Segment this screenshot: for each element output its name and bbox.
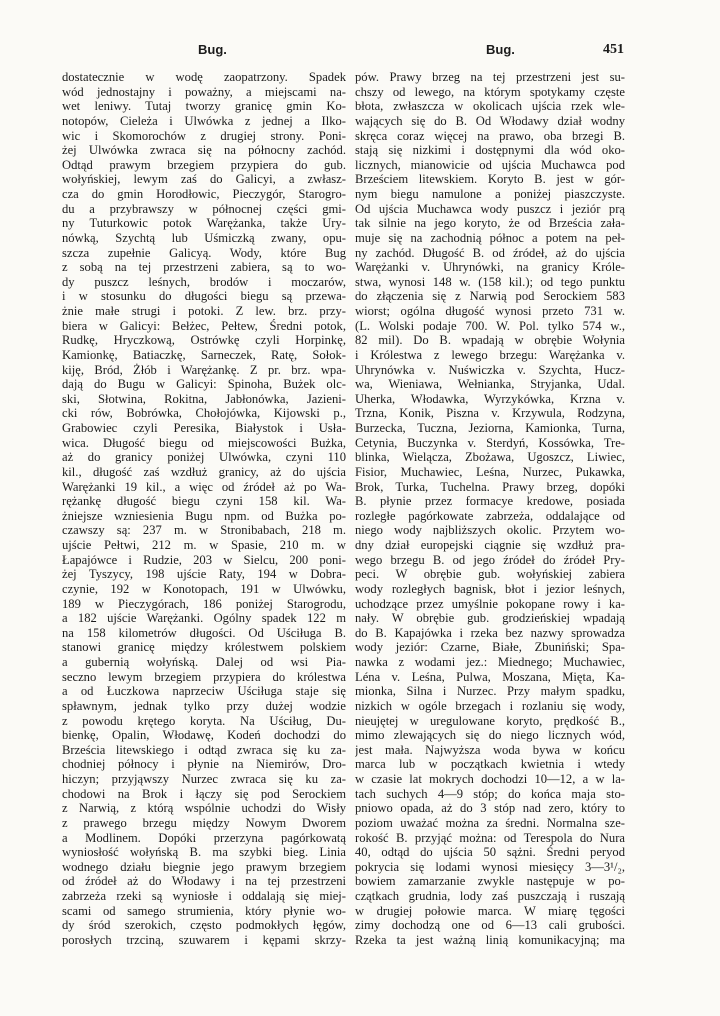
left-column-line: ny Tuturkowic potok Warężanka, także Ury- — [62, 216, 346, 231]
right-column-line: nawka z wodami jez.: Miednego; Muchawiec, — [355, 655, 625, 669]
right-column-line: i Królestwa z lewego brzegu: Warężanka v. — [355, 347, 625, 362]
right-column-line: tach suchych 4—9 stóp; do końca maja sto- — [355, 786, 625, 801]
right-column-line: stwa, wynosi 148 w. (158 kil.); od tego punktu — [355, 274, 625, 289]
left-column-line: z prawego brzegu między Nowym Dworem — [62, 815, 346, 830]
running-head-left: Bug. — [198, 42, 227, 57]
right-column-line: nieujętej w uregulowane koryto, prędkość B., — [355, 713, 625, 728]
left-column-line: na 158 kilometrów długości. Od Uściługa B. — [62, 625, 346, 640]
right-column-line: w czasie lat mokrych dochodzi 10—12, a w la- — [355, 772, 625, 786]
left-column-line: wet leniwy. Tutaj tworzy granicę gmin Ko- — [62, 99, 346, 114]
right-column-line: nały. W obrębie gub. grodzieńskiej wpadają — [355, 611, 625, 626]
left-column-line: żej Ulwówka zwraca się na północny zachód. — [62, 143, 346, 158]
left-column — [62, 70, 346, 950]
left-column-line: a Modlinem. Dopóki przerzyna pagórkowatą — [62, 830, 346, 845]
right-column-line: wiorst; ogólna długość wynosi przeto 731 w. — [355, 304, 625, 318]
right-column-line: Uherka, Włodawka, Wyrzykówka, Krzna v. — [355, 391, 625, 406]
left-column-line: bienkę, Opalin, Włodawę, Kodeń dochodzi do — [62, 728, 346, 743]
right-column-line: peci. W obrębie gub. wołyńskiej zabiera — [355, 567, 625, 582]
right-column-line: do B. Kapajówka i rzeka bez nazwy sprowadza — [355, 625, 625, 640]
left-column-line: Rudkę, Hryczkową, Ostrówkę czyli Horpinkę, — [62, 333, 346, 348]
left-column-line: ski, Słotwina, Rokitna, Jabłonówka, Jazieni- — [62, 391, 346, 406]
right-column-line: pniowo opada, aż do 3 stóp nad zero, który to — [355, 801, 625, 816]
left-column-line: cza do gmin Horodłowic, Pieczygór, Starogro- — [62, 187, 346, 201]
left-column-line: du a przybrawszy w północnej części gmi- — [62, 201, 346, 216]
left-column-line: żej Tyszycy, 198 ujście Raty, 194 w Dobra- — [62, 567, 346, 582]
right-column-line: zimy dochodzą one od 6—13 cali grubości. — [355, 918, 625, 933]
left-column-line: wodnego działu biegnie jego prawym brzegiem — [62, 859, 346, 874]
right-column-line: Trzna, Konik, Piszna v. Krzywula, Rodzyna, — [355, 406, 625, 421]
left-column-line: cki rów, Bobrówka, Chołojówka, Kijowski p., — [62, 406, 346, 421]
right-column-line: wa, Wieniawa, Wełnianka, Stryjanka, Udal. — [355, 377, 625, 392]
right-column-line: (L. Wolski podaje 700. W. Pol. tylko 574 w., — [355, 318, 625, 333]
right-column-line: Warężanki v. Uhrynówki, na granicy Króle- — [355, 260, 625, 275]
left-column-line: dają do Bugu w Galicyi: Spinoha, Bużek olc- — [62, 377, 346, 392]
right-column-line: Od ujścia Muchawca wody puszcz i jeziór prą — [355, 201, 625, 216]
left-column-line: chodowi na Brok i łączy się pod Serockiem — [62, 786, 346, 801]
left-column-line: a gubernią wołyńską. Dalej od wsi Pia- — [62, 655, 346, 669]
right-column-line: blinka, Wielącza, Zbożawa, Ugoszcz, Liwiec, — [355, 450, 625, 465]
right-column-line: w drugiej połowie marca. W miarę tęgości — [355, 903, 625, 918]
page-number: 451 — [603, 42, 624, 57]
right-column-line: rokość B. przyjąć można: od Terespola do Nura — [355, 830, 625, 845]
right-column-line: błota, zwłaszcza w okolicach ujścia rzek wle- — [355, 99, 625, 114]
right-column — [355, 70, 625, 950]
left-column-line: ujście Pełtwi, 212 m. w Spasie, 210 m. w — [62, 538, 346, 552]
right-column-line: wających się do B. Od Włodawy dział wodny — [355, 113, 625, 128]
right-column-line: uchodzące przez umyślnie pokopane rowy i ka- — [355, 596, 625, 611]
left-column-line: wica. Długość biegu od miejscowości Bużka, — [62, 435, 346, 450]
left-column-line: z Narwią, z którą wspólnie uchodzi do Wisły — [62, 801, 346, 816]
left-column-line: Grabowiec czyli Peresika, Białystok i Usła- — [62, 421, 346, 435]
right-column-line: nym biegu namulone a poniżej piaszczyste. — [355, 187, 625, 201]
right-column-line: Brześciem litewskiem. Koryto B. jest w gór- — [355, 172, 625, 187]
left-column-line: scami od samego strumienia, który płynie wo- — [62, 903, 346, 918]
left-column-line: czynie, 192 w Konotopach, 191 w Ulwówku, — [62, 581, 346, 596]
right-column-line: Burzecka, Tuczna, Jeziorna, Kamionka, Turna, — [355, 421, 625, 435]
left-column-line: Łapajówce i Rudzie, 203 w Sielcu, 200 poni- — [62, 552, 346, 567]
right-column-line: niego wody najbliższych okolic. Przytem wo- — [355, 523, 625, 538]
right-column-line: do złączenia się z Narwią pod Serockiem 583 — [355, 289, 625, 304]
running-head-right: Bug. — [486, 42, 515, 57]
left-column-line: seczno lewym brzegiem przypiera do królestwa — [62, 669, 346, 684]
right-column-line: czątkach grudnia, lody zaś puszczają i ruszają — [355, 889, 625, 903]
left-column-line: 189 w Pieczygórach, 186 poniżej Starogrodu, — [62, 596, 346, 611]
right-column-line: marca lub w początkach kwietnia i wtedy — [355, 757, 625, 772]
left-column-line: żnie małe strugi i potoki. Z lew. brz. przy- — [62, 304, 346, 318]
right-column-line: wody jeziór: Czarne, Białe, Zbuniński; Spa- — [355, 640, 625, 655]
right-column-line: Brok, Turka, Tuchelna. Prawy brzeg, dopóki — [355, 479, 625, 494]
right-column-line: ny zachód. Długość B. od źródeł, aż do ujścia — [355, 245, 625, 260]
right-column-line: rozległe pagórkowate zabrzeża, oddalające od — [355, 508, 625, 523]
right-column-line: pów. Prawy brzeg na tej przestrzeni jest su- — [355, 70, 625, 84]
left-column-line: hiczyn; przyjąwszy Nurzec zwraca się ku za- — [62, 772, 346, 786]
right-column-line: Léna v. Leśna, Pulwa, Moszana, Mięta, Ka- — [355, 669, 625, 684]
right-column-line: 40, odtąd do ujścia 50 sążni. Średni peryod — [355, 845, 625, 860]
left-column-line: wic i Skomorochów z drugiej strony. Poni- — [62, 128, 346, 143]
left-column-line: aż do granicy poniżej Ulwówka, czyni 110 — [62, 450, 346, 465]
right-column-line: tak silnie na jego koryto, że od Brześcia zała- — [355, 216, 625, 231]
left-column-line: chodniej północy i płynie na Niemirów, Dro- — [62, 757, 346, 772]
right-column-line: chszy od lewego, na którym spotykamy częste — [355, 84, 625, 99]
left-column-line: Warężanki 19 kil., a więc od źródeł aż po Wa- — [62, 479, 346, 494]
left-column-line: biera w Galicyi: Bełżec, Pełtew, Średni potok, — [62, 318, 346, 333]
left-column-line: kil., długość zaś wzdłuż granicy, aż do ujścia — [62, 464, 346, 479]
right-column-line: jest mała. Najwyższa woda bywa w końcu — [355, 742, 625, 757]
right-column-line: wego brzegu B. od jego źródeł do źródeł Pry- — [355, 552, 625, 567]
left-column-line: zabrzeża rzeki są wyniosłe i oddalają się miej- — [62, 889, 346, 903]
left-column-line: szcza zupełnie Galicyą. Wody, które Bug — [62, 245, 346, 260]
right-column-line: licznych, mianowicie od ujścia Muchawca pod — [355, 157, 625, 172]
left-column-line: notopów, Cieleża i Ulwówka z jednej a Ilko- — [62, 113, 346, 128]
left-column-line: dy śród szerokich, często podmokłych łęgów, — [62, 918, 346, 933]
right-column-line: muje się na zachodnią północ a potem na peł- — [355, 230, 625, 245]
right-column-line: stają się nizkimi i dostępnymi dla wód oko- — [355, 143, 625, 158]
left-column-line: kiję, Bród, Żłób i Warężankę. Z pr. brz. wpa- — [62, 362, 346, 377]
left-column-line: spławnym, jednak tylko przy dużej wodzie — [62, 698, 346, 713]
left-column-line: a od Łuczkowa naprzeciw Uściługa staje się — [62, 684, 346, 699]
right-column-line: mimo zlewających się do niego licznych wód, — [355, 728, 625, 743]
right-column-line: mionka, Silna i Nurzec. Przy małym spadku, — [355, 684, 625, 699]
left-column-line: rężankę długość biegu czyni 158 kil. Wa- — [62, 494, 346, 509]
left-column-line: wyniosłość wołyńską B. ma szybki bieg. Linia — [62, 845, 346, 860]
left-column-line: z sobą na tej przestrzeni zabiera, są to wo- — [62, 260, 346, 275]
right-column-line: Uhrynówka v. Nuświczka v. Szychta, Hucz- — [355, 362, 625, 377]
right-column-line: poziom uważać można za średni. Normalna sze- — [355, 815, 625, 830]
left-column-line: a 182 ujście Warężanki. Ogólny spadek 122 m — [62, 611, 346, 626]
left-column-line: stanowi granicę między królestwem polskiem — [62, 640, 346, 655]
right-column-line: Cetynia, Buczynka v. Sterdyń, Kossówka, Tre- — [355, 435, 625, 450]
left-column-line: czawszy są: 237 m. w Stronibabach, 218 m. — [62, 523, 346, 538]
left-column-line: Odtąd prawym brzegiem przypiera do gub. — [62, 157, 346, 172]
left-column-line: wołyńskiej, lewym zaś do Galicyi, a zwłasz- — [62, 172, 346, 187]
left-column-line: dy puszcz leśnych, brodów i moczarów, — [62, 274, 346, 289]
left-column-line: od źródeł aż do Włodawy i na tej przestrzeni — [62, 874, 346, 889]
left-column-line: z powodu krętego koryta. Na Uściług, Du- — [62, 713, 346, 728]
left-column-line: wód jednostajny i poważny, a miejscami na- — [62, 84, 346, 99]
left-column-line: żniejsze wzniesienia Bugu npm. od Bużka po- — [62, 508, 346, 523]
right-column-line: Fisior, Muchawiec, Leśna, Nurzec, Pukawka, — [355, 464, 625, 479]
left-column-line: Brześcia litewskiego i odtąd zwraca się ku za- — [62, 742, 346, 757]
left-column-line: nówką, Szychtą lub Uśmiczką zwany, opu- — [62, 230, 346, 245]
left-column-line: i w stosunku do długości biegu są przewa- — [62, 289, 346, 304]
left-column-line: porosłych trzciną, szuwarem i kępami skrzy- — [62, 932, 346, 947]
right-column-line: wody rozległych bagnisk, błot i jezior leśnych, — [355, 581, 625, 596]
right-column-line: Rzeka ta jest ważną linią komunikacyjną; ma — [355, 932, 625, 947]
right-column-line: skręca coraz więcej na prawo, oba brzegi B. — [355, 128, 625, 143]
right-column-line: bowiem zamarzanie zwykle następuje w po- — [355, 874, 625, 889]
right-column-line: B. płynie przez formacye kredowe, posiada — [355, 494, 625, 509]
left-column-line: dostatecznie w wodę zaopatrzony. Spadek — [62, 70, 346, 84]
right-column-line: 82 mil). Do B. wpadają w obrębie Wołynia — [355, 333, 625, 348]
right-column-line: dny dział europejski ciągnie się wzdłuż pra- — [355, 538, 625, 552]
right-column-line: pokrycia się lodami wynosi miesięcy 3—3¹/₂, — [355, 859, 625, 874]
left-column-line: Kamionkę, Batiaczkę, Sarneczek, Ratę, Sołok- — [62, 347, 346, 362]
right-column-line: nizkich w ogóle brzegach i rozlaniu się wody, — [355, 698, 625, 713]
